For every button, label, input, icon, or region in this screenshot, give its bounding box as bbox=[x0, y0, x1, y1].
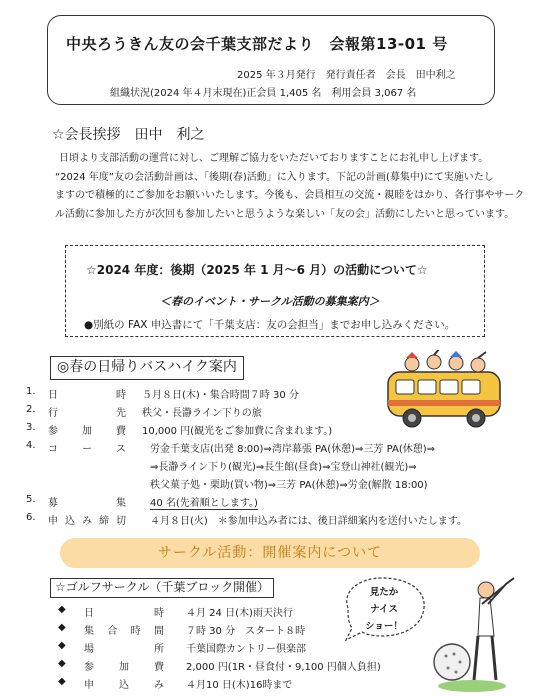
item-label: 参 加 費 bbox=[48, 426, 126, 437]
item-value: ７時 30 分 スタート８時 bbox=[186, 626, 306, 637]
item-value: 40 名(先着順とします。) bbox=[150, 494, 258, 510]
item-label: 行 先 bbox=[48, 408, 126, 419]
item-value: 10,000 円(観光をご参加費に含まれます。) bbox=[142, 426, 333, 437]
item-value: ４月10 日(木)16時まで bbox=[186, 680, 293, 691]
activity-subtitle: ＜春のイベント・サークル活動の募集案内＞ bbox=[160, 295, 380, 308]
greeting-line: ますので積極的にご参加をお願いいたします。今後も、会員相互の交流・親睦をはかり、各行事やサーク bbox=[55, 190, 525, 201]
item-value: ⇒長瀞ライン下り(観光)⇒長生館(昼食)⇒宝登山神社(観光)⇒ bbox=[150, 462, 417, 473]
speech-bubble-text: 見たか ナイス ショー！ bbox=[365, 587, 403, 632]
item-number: 3. bbox=[26, 422, 36, 433]
item-value: 2,000 円(1R・昼食付・9,100 円個人負担) bbox=[186, 662, 381, 673]
item-value: 千葉国際カントリー倶楽部 bbox=[186, 644, 306, 655]
item-label: 日 時 bbox=[48, 390, 126, 401]
membership-stats: 組織状況(2024 年４月末現在)正会員 1,405 名 利用会員 3,067 名 bbox=[110, 88, 417, 99]
diamond-bullet-icon: ◆ bbox=[58, 658, 66, 669]
item-value: 秩父菓子処・栗助(買い物)⇒三芳 PA(休憩)⇒労金(解散 18:00) bbox=[150, 480, 428, 491]
item-value: ４月８日(火) ＊参加申込み者には、後日詳細案内を送付いたします。 bbox=[150, 516, 468, 527]
greeting-line: 日頃より支部活動の運営に対し、ご理解ご協力をいただいておりますことにお礼申し上げます。 bbox=[59, 153, 489, 164]
item-number: 6. bbox=[26, 512, 36, 523]
bus-hike-heading: ◎春の日帰りバスハイク案内 bbox=[50, 356, 244, 380]
item-label: 申 込 み 締 切 bbox=[48, 516, 126, 527]
diamond-bullet-icon: ◆ bbox=[58, 604, 66, 615]
activity-note: ●別紙の FAX 申込書にて「千葉支店：友の会担当」までお申し込みください。 bbox=[84, 319, 456, 331]
item-label: 募 集 bbox=[48, 498, 126, 509]
greeting-body bbox=[55, 150, 525, 224]
tour-bus-icon bbox=[382, 350, 510, 430]
greeting-title: ☆会長挨拶 田中 利之 bbox=[52, 127, 205, 143]
item-label: 参 加 費 bbox=[84, 662, 164, 673]
item-number: 4. bbox=[26, 440, 36, 451]
item-label: 場 所 bbox=[84, 644, 164, 655]
item-value: 秩父・長瀞ライン下りの旅 bbox=[142, 408, 262, 419]
item-number: 5. bbox=[26, 494, 36, 505]
item-label: 集 合 時 間 bbox=[84, 626, 164, 637]
greeting-line: ル活動に参加した方が次回も参加したいと思うような楽しい「友の会」活動にしたいと思っています。 bbox=[55, 208, 515, 220]
diamond-bullet-icon: ◆ bbox=[58, 676, 66, 687]
greeting-line: “2024 年度”友の会活動計画は、「後期(春)活動」に入ります。下記の計画(募集中)にて実施いたし bbox=[55, 171, 494, 183]
newsletter-title: 中央ろうきん友の会千葉支部だより 会報第13-01 号 bbox=[66, 35, 448, 53]
item-label: コ ー ス bbox=[48, 444, 126, 455]
diamond-bullet-icon: ◆ bbox=[58, 622, 66, 633]
item-value: ４月 24 日(木)雨天決行 bbox=[186, 608, 293, 619]
diamond-bullet-icon: ◆ bbox=[58, 640, 66, 651]
activity-title: ☆2024 年度：後期（2025 年 1 月～6 月）の活動について☆ bbox=[86, 263, 428, 277]
item-label: 日 時 bbox=[84, 608, 164, 619]
item-number: 2. bbox=[26, 404, 36, 415]
golf-circle-heading: ☆ゴルフサークル（千葉ブロック開催） bbox=[50, 578, 274, 598]
item-label: 申 込 み bbox=[84, 680, 164, 691]
item-value: 労金千葉支店(出発 8:00)⇒湾岸幕張 PA(休憩)⇒三芳 PA(休憩)⇒ bbox=[150, 444, 435, 455]
circle-activity-banner: サークル活動：開催案内について bbox=[60, 538, 480, 568]
item-value: ５月８日(木)・集合時間７時 30 分 bbox=[142, 390, 299, 401]
publication-info: 2025 年３月発行 発行責任者 会長 田中利之 bbox=[237, 70, 456, 81]
golfer-icon bbox=[430, 576, 520, 694]
item-number: 1. bbox=[26, 386, 36, 397]
